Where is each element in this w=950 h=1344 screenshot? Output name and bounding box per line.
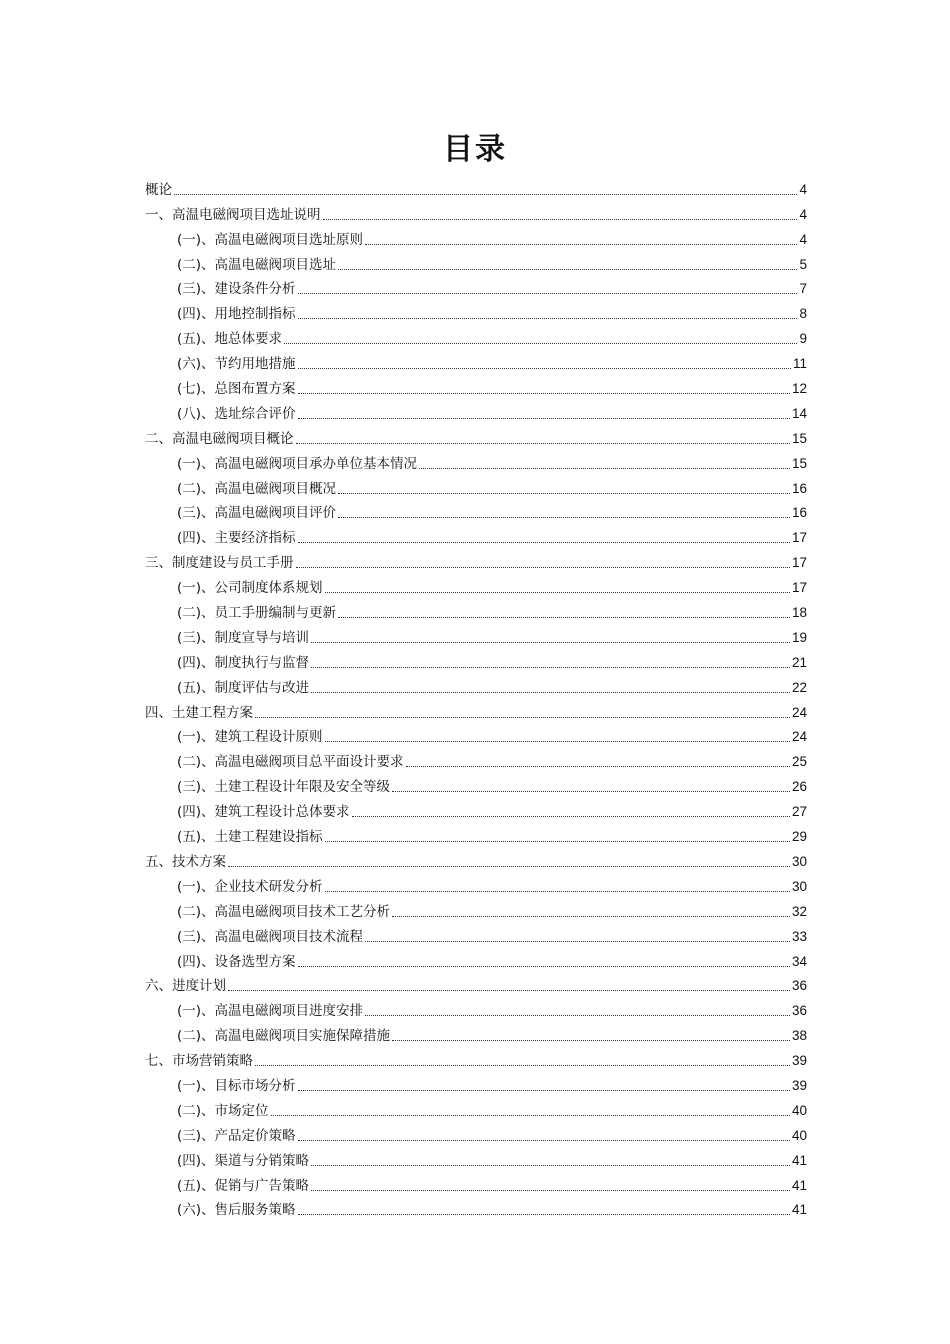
- toc-page-number: 8: [799, 306, 807, 322]
- toc-dot-leader: [392, 1040, 790, 1041]
- toc-entry-label: (五)、土建工程建设指标: [177, 829, 323, 846]
- toc-dot-leader: [296, 443, 790, 444]
- toc-entry-label: (一)、高温电磁阀项目选址原则: [177, 231, 364, 248]
- toc-page-number: 41: [791, 1152, 807, 1168]
- toc-page-number: 17: [791, 530, 807, 546]
- toc-subentry[interactable]: [145, 250, 807, 275]
- toc-entry[interactable]: [145, 847, 807, 872]
- toc-entry-label: (二)、高温电磁阀项目实施保障措施: [177, 1028, 391, 1045]
- toc-entry[interactable]: [145, 972, 807, 997]
- toc-dot-leader: [392, 791, 790, 792]
- toc-dot-leader: [298, 542, 790, 543]
- toc-subentry[interactable]: [145, 1021, 807, 1046]
- toc-dot-leader: [338, 617, 790, 618]
- toc-entry-label: (四)、用地控制指标: [177, 306, 296, 323]
- toc-entry-label: 概论: [145, 181, 172, 198]
- page-title: 目录: [443, 132, 507, 167]
- toc-page-number: 36: [791, 978, 807, 994]
- toc-subentry[interactable]: [145, 324, 807, 349]
- toc-entry-label: (二)、员工手册编制与更新: [177, 605, 337, 622]
- toc-subentry[interactable]: [145, 747, 807, 772]
- toc-page-number: 21: [791, 654, 807, 670]
- toc-page-number: 14: [791, 405, 807, 421]
- toc-subentry[interactable]: [145, 1121, 807, 1146]
- toc-dot-leader: [298, 368, 791, 369]
- toc-entry-label: (四)、设备选型方案: [177, 953, 296, 970]
- toc-subentry[interactable]: [145, 399, 807, 424]
- toc-entry-label: 一、高温电磁阀项目选址说明: [145, 206, 321, 223]
- toc-subentry[interactable]: [145, 996, 807, 1021]
- toc-subentry[interactable]: [145, 523, 807, 548]
- toc-subentry[interactable]: [145, 1071, 807, 1096]
- toc-dot-leader: [419, 468, 790, 469]
- toc-subentry[interactable]: [145, 1146, 807, 1171]
- toc-page-number: 33: [791, 928, 807, 944]
- toc-dot-leader: [284, 343, 797, 344]
- toc-subentry[interactable]: [145, 499, 807, 524]
- toc-entry-label: 二、高温电磁阀项目概论: [145, 430, 294, 447]
- toc-page-number: 17: [791, 555, 807, 571]
- toc-page-number: 12: [791, 381, 807, 397]
- toc-subentry[interactable]: [145, 1171, 807, 1196]
- toc-dot-leader: [365, 244, 797, 245]
- toc-subentry[interactable]: [145, 623, 807, 648]
- toc-page-number: 41: [791, 1202, 807, 1218]
- toc-subentry[interactable]: [145, 299, 807, 324]
- toc-entry-label: (六)、售后服务策略: [177, 1202, 296, 1219]
- toc-page-number: 16: [791, 480, 807, 496]
- toc-dot-leader: [323, 219, 798, 220]
- toc-entry-label: (八)、选址综合评价: [177, 405, 296, 422]
- toc-dot-leader: [298, 418, 790, 419]
- toc-entry-label: (一)、公司制度体系规划: [177, 580, 323, 597]
- toc-dot-leader: [365, 941, 790, 942]
- toc-subentry[interactable]: [145, 673, 807, 698]
- toc-page-number: 39: [791, 1053, 807, 1069]
- toc-subentry[interactable]: [145, 449, 807, 474]
- toc-dot-leader: [298, 966, 790, 967]
- toc-page-number: 5: [799, 256, 807, 272]
- toc-entry-label: (四)、制度执行与监督: [177, 654, 310, 671]
- toc-page-number: 7: [799, 281, 807, 297]
- toc-subentry[interactable]: [145, 474, 807, 499]
- toc-dot-leader: [298, 1090, 790, 1091]
- toc-dot-leader: [311, 642, 790, 643]
- toc-page-number: 16: [791, 505, 807, 521]
- toc-entry-label: (一)、高温电磁阀项目进度安排: [177, 1003, 364, 1020]
- toc-page-number: 41: [791, 1177, 807, 1193]
- toc-dot-leader: [296, 567, 790, 568]
- toc-page-number: 4: [799, 206, 807, 222]
- toc-subentry[interactable]: [145, 598, 807, 623]
- toc-dot-leader: [298, 393, 790, 394]
- toc-entry-label: (四)、建筑工程设计总体要求: [177, 804, 350, 821]
- toc-page-number: 11: [792, 356, 807, 372]
- toc-subentry[interactable]: [145, 573, 807, 598]
- toc-page-number: 40: [791, 1102, 807, 1118]
- toc-entry-label: 五、技术方案: [145, 853, 226, 870]
- toc-dot-leader: [228, 990, 790, 991]
- toc-page-number: 40: [791, 1127, 807, 1143]
- toc-dot-leader: [298, 318, 798, 319]
- toc-entry[interactable]: [145, 698, 807, 723]
- toc-page-number: 9: [799, 331, 807, 347]
- toc-subentry[interactable]: [145, 1196, 807, 1221]
- toc-subentry[interactable]: [145, 922, 807, 947]
- toc-entry-label: (三)、制度宣导与培训: [177, 629, 310, 646]
- toc-page-number: 39: [791, 1077, 807, 1093]
- toc-entry-label: (二)、高温电磁阀项目概况: [177, 480, 337, 497]
- toc-page-number: 30: [791, 853, 807, 869]
- toc-subentry[interactable]: [145, 349, 807, 374]
- toc-entry-label: (三)、高温电磁阀项目技术流程: [177, 928, 364, 945]
- toc-dot-leader: [298, 293, 798, 294]
- toc-page-number: 25: [791, 754, 807, 770]
- toc-page-number: 34: [791, 953, 807, 969]
- toc-page-number: 38: [791, 1028, 807, 1044]
- toc-subentry[interactable]: [145, 648, 807, 673]
- toc-entry-label: (二)、高温电磁阀项目选址: [177, 256, 337, 273]
- toc-dot-leader: [338, 517, 790, 518]
- toc-page-number: 24: [791, 704, 807, 720]
- toc-entry-label: (二)、高温电磁阀项目总平面设计要求: [177, 754, 404, 771]
- toc-entry-label: 三、制度建设与员工手册: [145, 555, 294, 572]
- toc-dot-leader: [325, 592, 790, 593]
- toc-entry-label: (三)、建设条件分析: [177, 281, 296, 298]
- toc-entry-label: (四)、主要经济指标: [177, 530, 296, 547]
- toc-entry-label: (五)、制度评估与改进: [177, 679, 310, 696]
- toc-page-number: 36: [791, 1003, 807, 1019]
- toc-dot-leader: [228, 866, 790, 867]
- toc-page-number: 22: [791, 679, 807, 695]
- toc-page-number: 24: [791, 729, 807, 745]
- toc-dot-leader: [255, 717, 790, 718]
- toc-entry-label: (五)、促销与广告策略: [177, 1177, 310, 1194]
- toc-dot-leader: [298, 1214, 790, 1215]
- toc-entry-label: (三)、高温电磁阀项目评价: [177, 505, 337, 522]
- toc-dot-leader: [352, 816, 790, 817]
- toc-entry[interactable]: [145, 175, 807, 200]
- toc-entry-label: (四)、渠道与分销策略: [177, 1152, 310, 1169]
- toc-entry-label: (二)、市场定位: [177, 1102, 269, 1119]
- toc-dot-leader: [392, 916, 790, 917]
- toc-subentry[interactable]: [145, 822, 807, 847]
- toc-page-number: 30: [791, 878, 807, 894]
- toc-page-number: 29: [791, 829, 807, 845]
- toc-dot-leader: [325, 841, 790, 842]
- toc-entry-label: (一)、建筑工程设计原则: [177, 729, 323, 746]
- toc-dot-leader: [311, 1165, 790, 1166]
- toc-dot-leader: [174, 194, 797, 195]
- toc-subentry[interactable]: [145, 723, 807, 748]
- toc-dot-leader: [325, 741, 790, 742]
- toc-entry-label: (二)、高温电磁阀项目技术工艺分析: [177, 903, 391, 920]
- toc-entry[interactable]: [145, 1046, 807, 1071]
- toc-dot-leader: [325, 891, 790, 892]
- toc-dot-leader: [311, 692, 790, 693]
- toc-entry[interactable]: [145, 200, 807, 225]
- toc-page-number: 15: [791, 455, 807, 471]
- toc-page-number: 27: [791, 804, 807, 820]
- toc-page-number: 18: [791, 605, 807, 621]
- toc-dot-leader: [338, 493, 790, 494]
- toc-entry-label: (一)、目标市场分析: [177, 1077, 296, 1094]
- toc-page-number: 17: [791, 580, 807, 596]
- toc-subentry[interactable]: [145, 275, 807, 300]
- toc-dot-leader: [255, 1065, 790, 1066]
- toc-subentry[interactable]: [145, 374, 807, 399]
- table-of-contents: [145, 175, 807, 1220]
- toc-subentry[interactable]: [145, 947, 807, 972]
- toc-dot-leader: [271, 1115, 790, 1116]
- toc-dot-leader: [311, 667, 790, 668]
- toc-entry-label: (六)、节约用地措施: [177, 356, 296, 373]
- toc-subentry[interactable]: [145, 772, 807, 797]
- toc-entry-label: (三)、产品定价策略: [177, 1127, 296, 1144]
- toc-entry-label: 六、进度计划: [145, 978, 226, 995]
- toc-subentry[interactable]: [145, 872, 807, 897]
- toc-entry-label: 七、市场营销策略: [145, 1053, 253, 1070]
- toc-dot-leader: [311, 1190, 790, 1191]
- toc-dot-leader: [298, 1140, 790, 1141]
- toc-page-number: 26: [791, 779, 807, 795]
- toc-page-number: 32: [791, 903, 807, 919]
- toc-subentry[interactable]: [145, 225, 807, 250]
- toc-page-number: 15: [791, 430, 807, 446]
- toc-entry[interactable]: [145, 424, 807, 449]
- toc-entry-label: (三)、土建工程设计年限及安全等级: [177, 779, 391, 796]
- toc-entry-label: (七)、总图布置方案: [177, 381, 296, 398]
- toc-entry-label: (五)、地总体要求: [177, 331, 283, 348]
- toc-entry-label: 四、土建工程方案: [145, 704, 253, 721]
- toc-entry-label: (一)、企业技术研发分析: [177, 878, 323, 895]
- toc-dot-leader: [365, 1015, 790, 1016]
- toc-subentry[interactable]: [145, 797, 807, 822]
- toc-subentry[interactable]: [145, 897, 807, 922]
- toc-page-number: 4: [799, 181, 807, 197]
- toc-entry[interactable]: [145, 548, 807, 573]
- toc-subentry[interactable]: [145, 1096, 807, 1121]
- toc-dot-leader: [338, 269, 797, 270]
- toc-dot-leader: [406, 766, 790, 767]
- toc-entry-label: (一)、高温电磁阀项目承办单位基本情况: [177, 455, 418, 472]
- toc-page-number: 19: [791, 629, 807, 645]
- toc-page-number: 4: [799, 231, 807, 247]
